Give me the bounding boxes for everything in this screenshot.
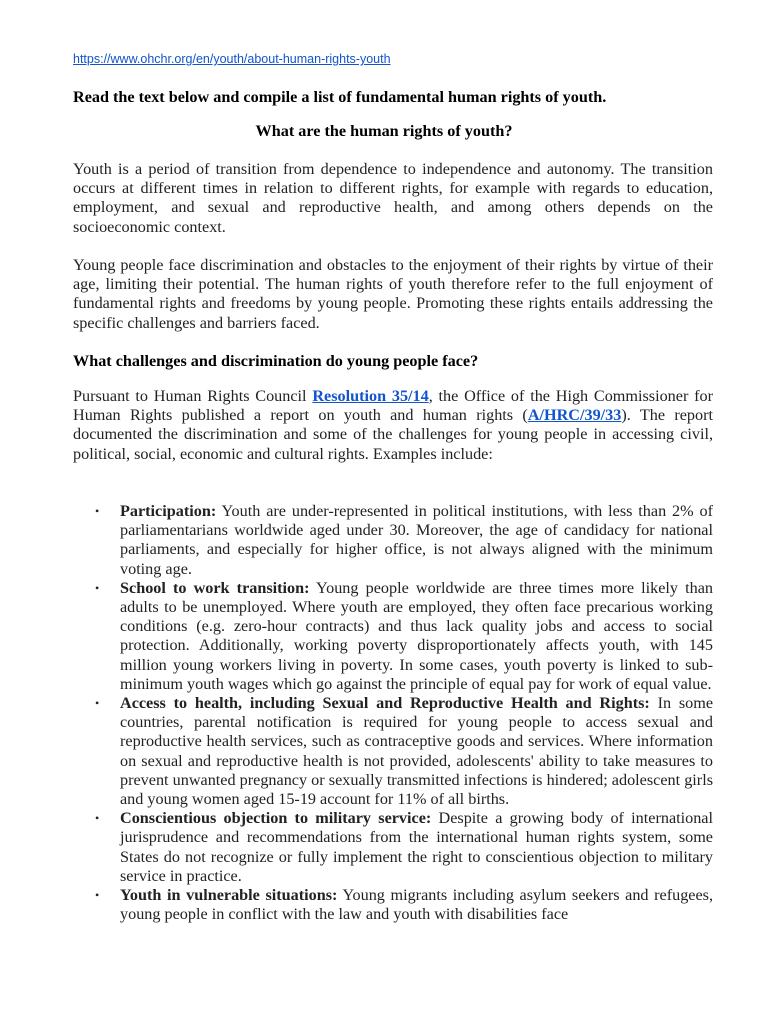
list-item-text: Young migrants including asylum seekers and refugees, young people in conflict with the law and youth with disabilities face	[120, 886, 714, 924]
list-item-vulnerable-youth	[73, 886, 713, 924]
paragraph-discrimination: Young people face discrimination and obstacles to the enjoyment of their rights by virtue of their age, limiting their potential. The human rights of youth therefore refer to the full enjoyment of fundamental rights and freedoms by young people. Promoting these rights entails addressing the specific challenges and barriers faced.	[73, 256, 713, 332]
resolution-35-14-link[interactable]: Resolution 35/14	[312, 387, 429, 405]
paragraph-youth-transition: Youth is a period of transition from dependence to independence and autonomy. The transition occurs at different times in relation to different rights, for example with regards to education, employment, and sexual and reproductive health, and among others depends on the socioeconomic context.	[73, 160, 713, 236]
instruction-text: Read the text below and compile a list of fundamental human rights of youth.	[73, 88, 607, 106]
list-item-title: Conscientious objection to military service:	[120, 809, 432, 828]
bullet-icon: •	[95, 504, 100, 518]
list-item-health	[73, 694, 713, 809]
list-item-title: Participation:	[120, 502, 217, 520]
bullet-icon: •	[95, 696, 100, 711]
ahrc-39-33-link[interactable]: A/HRC/39/33	[527, 406, 622, 425]
page-heading: What are the human rights of youth?	[255, 122, 513, 140]
list-item-text: Young people worldwide are three times more likely than adults to be unemployed. Where youth are employed, they often face precarious working conditions (e.g. zero-hour contracts) and thus lack quality jobs and access to social protection. Additionally, working poverty disproportionately affects youth, with 145 million young workers living in poverty. In some cases, youth poverty is linked to sub-minimum youth wages which go against the principle of equal pay for work of equal value.	[120, 578, 713, 693]
list-item-participation	[73, 502, 713, 579]
report-text-part2: , the Office of the High Commissioner for Human Rights published a report on youth and human rights (	[73, 387, 713, 425]
list-item-text: Youth are under-represented in political institutions, with less than 2% of parliamentarians worldwide aged under 30. Moreover, the age of candidacy for national parliaments, and especially for higher office, is not always aligned with the minimum voting age.	[120, 502, 713, 578]
report-text-part1: Pursuant to Human Rights Council	[73, 387, 313, 405]
list-item-conscientious-objection	[73, 809, 713, 886]
list-item-title: Youth in vulnerable situations:	[120, 886, 338, 905]
list-item-text: In some countries, parental notification is required for young people to access sexual and reproductive health services, such as contraceptive goods and services. Where information on sexual and reproductive health is not provided, adolescents' ability to take measures to prevent unwanted pregnancy or sexually transmitted infections is hindered; adolescent girls and young women aged 15-19 account for 11% of all births.	[120, 694, 713, 809]
report-text-part3: ). The report documented the discrimination and some of the challenges for young people in accessing civil, political, social, economic and cultural rights. Examples include:	[73, 406, 713, 463]
paragraph-report	[73, 387, 713, 464]
bullet-icon: •	[95, 811, 100, 826]
challenges-list	[73, 502, 713, 924]
list-item-school-to-work	[73, 579, 713, 694]
list-item-title: Access to health, including Sexual and Reproductive Health and Rights:	[120, 694, 650, 713]
bullet-icon: •	[95, 888, 100, 903]
bullet-icon: •	[95, 580, 100, 595]
source-url-link[interactable]: https://www.ohchr.org/en/youth/about-human-rights-youth	[73, 52, 391, 66]
list-item-text: Despite a growing body of international jurisprudence and recommendations from the international human rights system, some States do not recognize or fully implement the right to conscientious objection to military service in practice.	[120, 809, 713, 885]
challenges-subheading: What challenges and discrimination do young people face?	[73, 352, 479, 370]
list-item-title: School to work transition:	[120, 578, 310, 597]
